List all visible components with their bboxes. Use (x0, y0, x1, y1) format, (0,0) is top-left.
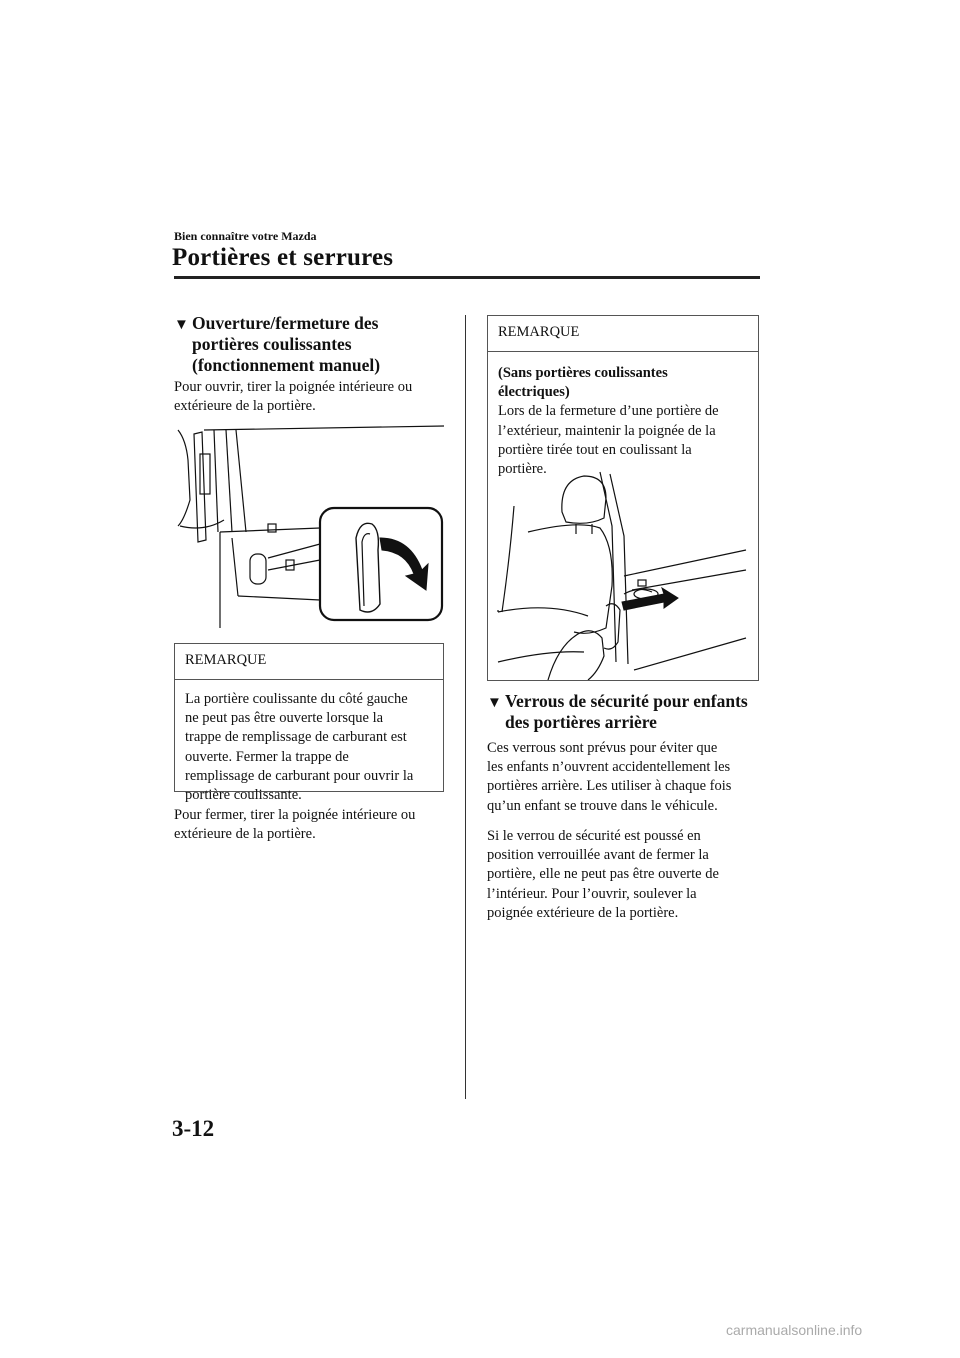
heading-line: Ouverture/fermeture des (192, 313, 379, 333)
text-line-bold: (Sans portières coulissantes (498, 365, 668, 381)
text-line-bold: électriques) (498, 384, 570, 401)
text-line: Lors de la fermeture d’une portière de (498, 403, 719, 420)
text-line: Pour fermer, tirer la poignée intérieure ou (174, 807, 416, 823)
close-paragraph (174, 806, 464, 844)
exterior-door-handle-illustration (488, 466, 758, 680)
text-line: ouverte. Fermer la trappe de (185, 748, 349, 765)
page-number: 3-12 (172, 1116, 215, 1141)
text-line: Ces verrous sont prévus pour éviter que (487, 740, 718, 756)
watermark: carmanualsonline.info (726, 1322, 863, 1338)
triangle-down-icon: ▼ (174, 317, 189, 333)
text-line: Si le verrou de sécurité est poussé en (487, 828, 701, 844)
text-line: ne peut pas être ouverte lorsque la (185, 710, 384, 727)
page-title: Portières et serrures (172, 244, 394, 271)
child-lock-paragraph-2 (487, 827, 762, 923)
text-line: l’intérieur. Pour l’ouvrir, soulever la (487, 885, 697, 902)
section-heading-child-locks (487, 691, 762, 733)
text-line: l’extérieur, maintenir la poignée de la (498, 422, 716, 439)
note-body (488, 352, 758, 479)
text-line: portière coulissante. (185, 787, 302, 804)
note-label: REMARQUE (175, 644, 443, 680)
text-line: portière tirée tout en coulissant la (498, 441, 692, 458)
breadcrumb: Bien connaître votre Mazda (174, 229, 317, 243)
section-heading-sliding-doors (174, 313, 464, 376)
heading-line: des portières arrière (505, 712, 657, 732)
heading-line: (fonctionnement manuel) (192, 355, 381, 375)
heading-line: portières coulissantes (192, 334, 352, 354)
text-line: position verrouillée avant de fermer la (487, 847, 709, 864)
text-line: portières arrière. Les utiliser à chaque fois (487, 778, 732, 795)
note-box-fuel-lid (174, 643, 444, 804)
triangle-down-icon: ▼ (487, 695, 502, 711)
note-label: REMARQUE (488, 316, 758, 352)
text-line: poignée extérieure de la portière. (487, 904, 679, 921)
heading-line: Verrous de sécurité pour enfants (505, 691, 748, 711)
child-lock-paragraph-1 (487, 739, 762, 816)
note-body (175, 680, 443, 805)
text-line: les enfants n’ouvrent accidentellement les (487, 759, 731, 776)
text-line: qu’un enfant se trouve dans le véhicule. (487, 797, 718, 814)
text-line: trappe de remplissage de carburant est (185, 729, 407, 746)
intro-paragraph (174, 378, 464, 416)
column-divider (465, 315, 466, 1099)
sliding-door-handle-illustration (174, 420, 446, 628)
text-line: extérieure de la portière. (174, 826, 316, 843)
text-line: extérieure de la portière. (174, 398, 316, 415)
text-line: La portière coulissante du côté gauche (185, 691, 408, 707)
text-line: remplissage de carburant pour ouvrir la (185, 767, 414, 784)
text-line: portière, elle ne peut pas être ouverte de (487, 866, 719, 883)
text-line: Pour ouvrir, tirer la poignée intérieure ou (174, 379, 413, 395)
text-line: portière. (498, 461, 547, 478)
title-rule (174, 276, 760, 279)
